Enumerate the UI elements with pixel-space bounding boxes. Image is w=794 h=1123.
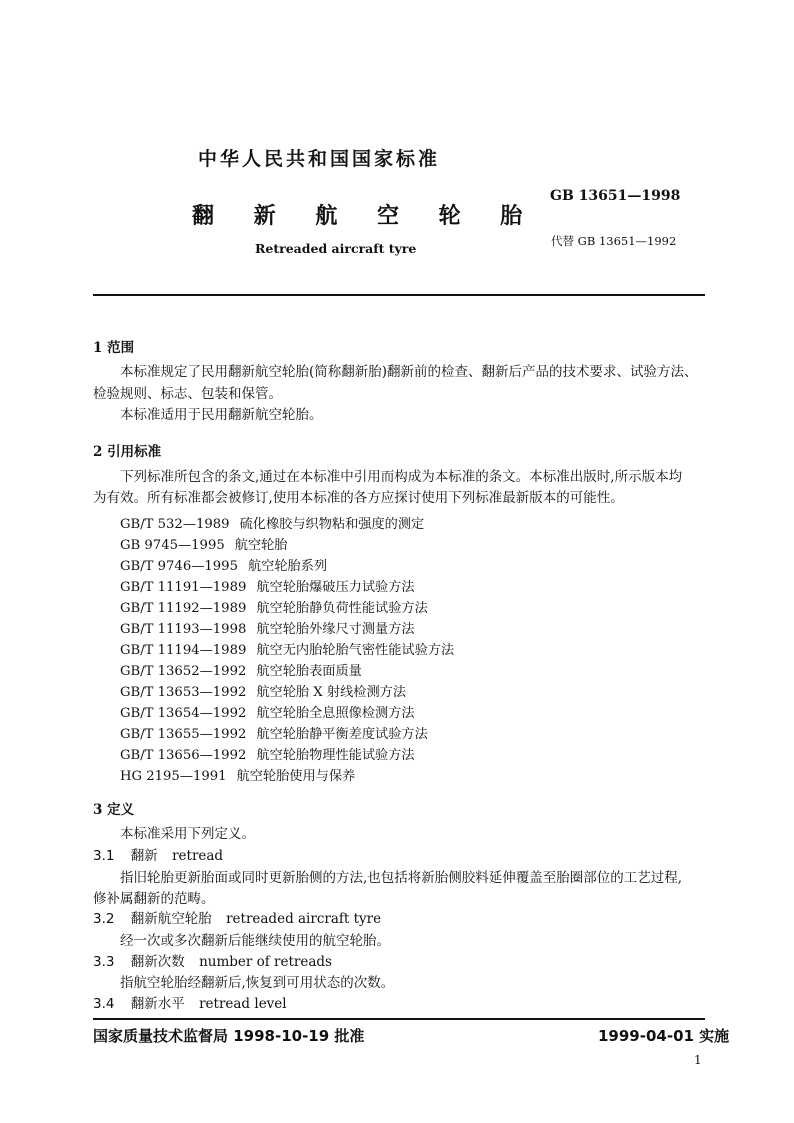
definition-3-2-heading (93, 909, 381, 930)
reference-code: GB/T 532—1989 (120, 517, 230, 532)
definition-3-4-heading (93, 994, 287, 1015)
definition-3-3-heading (93, 952, 332, 973)
reference-title: 航空轮胎 (234, 538, 288, 553)
reference-title: 航空轮胎系列 (247, 559, 328, 574)
reference-code: GB/T 13654—1992 (120, 706, 247, 721)
definition-number: 3.3 (93, 954, 115, 970)
reference-code: GB 9745—1995 (120, 538, 225, 553)
footer-rule (93, 1018, 705, 1020)
section-2-heading: 2 引用标准 (93, 444, 162, 460)
reference-code: GB/T 11191—1989 (120, 580, 247, 595)
reference-item (120, 618, 415, 637)
effective-date: 1999-04-01 实施 (598, 1027, 730, 1045)
document-title-en: Retreaded aircraft tyre (255, 241, 417, 256)
reference-title: 航空轮胎 X 射线检测方法 (256, 685, 407, 700)
reference-code: GB/T 9746—1995 (120, 559, 238, 574)
reference-item (120, 639, 454, 658)
national-standard-title: 中华人民共和国国家标准 (198, 148, 441, 170)
section-2-intro-line: 为有效。所有标准都会被修订,使用本标准的各方应探讨使用下列标准最新版本的可能性。 (93, 490, 624, 506)
definition-term: 翻新航空轮胎 (130, 911, 212, 927)
reference-item (120, 534, 287, 553)
reference-item (120, 576, 415, 595)
reference-item (120, 723, 428, 742)
page-number: 1 (694, 1053, 702, 1067)
replaces-standard: 代替 GB 13651—1992 (551, 234, 677, 248)
definition-3-1-text-line: 修补属翻新的范畴。 (93, 891, 215, 907)
section-3-intro: 本标准采用下列定义。 (120, 826, 255, 842)
reference-title: 航空轮胎全息照像检测方法 (256, 706, 415, 721)
reference-code: GB/T 11193—1998 (120, 622, 247, 637)
reference-code: GB/T 13656—1992 (120, 748, 247, 763)
reference-title: 航空轮胎表面质量 (256, 664, 362, 679)
definition-number: 3.2 (93, 911, 115, 927)
definition-term-en: retread (172, 848, 224, 864)
reference-code: GB/T 13652—1992 (120, 664, 247, 679)
reference-title: 航空轮胎静平衡差度试验方法 (256, 727, 428, 742)
reference-item (120, 702, 415, 721)
reference-item (120, 513, 424, 532)
definition-term: 翻新次数 (130, 954, 185, 970)
definition-3-3-text: 指航空轮胎经翻新后,恢复到可用状态的次数。 (120, 975, 395, 991)
standard-number: GB 13651—1998 (550, 188, 681, 204)
reference-code: HG 2195—1991 (120, 769, 227, 784)
document-title-cn: 翻 新 航 空 轮 胎 (192, 204, 537, 229)
reference-code: GB/T 11194—1989 (120, 643, 247, 658)
definition-number: 3.4 (93, 996, 115, 1012)
definition-term-en: retreaded aircraft tyre (226, 911, 382, 927)
definition-term-en: retread level (199, 996, 287, 1012)
section-3-heading: 3 定义 (93, 802, 135, 818)
reference-title: 航空轮胎使用与保养 (236, 769, 356, 784)
section-1-paragraph: 本标准适用于民用翻新航空轮胎。 (120, 407, 323, 423)
section-1-heading: 1 范围 (93, 340, 135, 356)
reference-item (120, 744, 415, 763)
reference-title: 航空轮胎爆破压力试验方法 (256, 580, 415, 595)
definition-3-1-heading (93, 846, 223, 867)
reference-title: 硫化橡胶与织物粘和强度的测定 (239, 517, 425, 532)
definition-3-2-text: 经一次或多次翻新后能继续使用的航空轮胎。 (120, 933, 390, 949)
reference-title: 航空轮胎外缘尺寸测量方法 (256, 622, 415, 637)
reference-item (120, 555, 327, 574)
reference-item (120, 765, 355, 784)
definition-3-1-text-line: 指旧轮胎更新胎面或同时更新胎侧的方法,也包括将新胎侧胶料延伸覆盖至胎圈部位的工艺过程, (120, 870, 683, 886)
section-2-intro-line: 下列标准所包含的条文,通过在本标准中引用而构成为本标准的条文。本标准出版时,所示版本均 (120, 469, 683, 485)
reference-item (120, 681, 406, 700)
definition-number: 3.1 (93, 848, 115, 864)
definition-term-en: number of retreads (199, 954, 332, 970)
reference-item (120, 597, 428, 616)
section-1-paragraph-line: 检验规则、标志、包装和保管。 (93, 386, 282, 402)
reference-code: GB/T 11192—1989 (120, 601, 247, 616)
header-rule (93, 294, 705, 296)
approval-line: 国家质量技术监督局 1998-10-19 批准 (93, 1027, 365, 1045)
definition-term: 翻新 (130, 848, 158, 864)
reference-code: GB/T 13653—1992 (120, 685, 247, 700)
reference-title: 航空轮胎物理性能试验方法 (256, 748, 415, 763)
reference-title: 航空无内胎轮胎气密性能试验方法 (256, 643, 455, 658)
reference-code: GB/T 13655—1992 (120, 727, 247, 742)
definition-term: 翻新水平 (130, 996, 185, 1012)
reference-title: 航空轮胎静负荷性能试验方法 (256, 601, 428, 616)
reference-item (120, 660, 362, 679)
section-1-paragraph-line: 本标准规定了民用翻新航空轮胎(简称翻新胎)翻新前的检查、翻新后产品的技术要求、试验方法、 (120, 364, 698, 380)
